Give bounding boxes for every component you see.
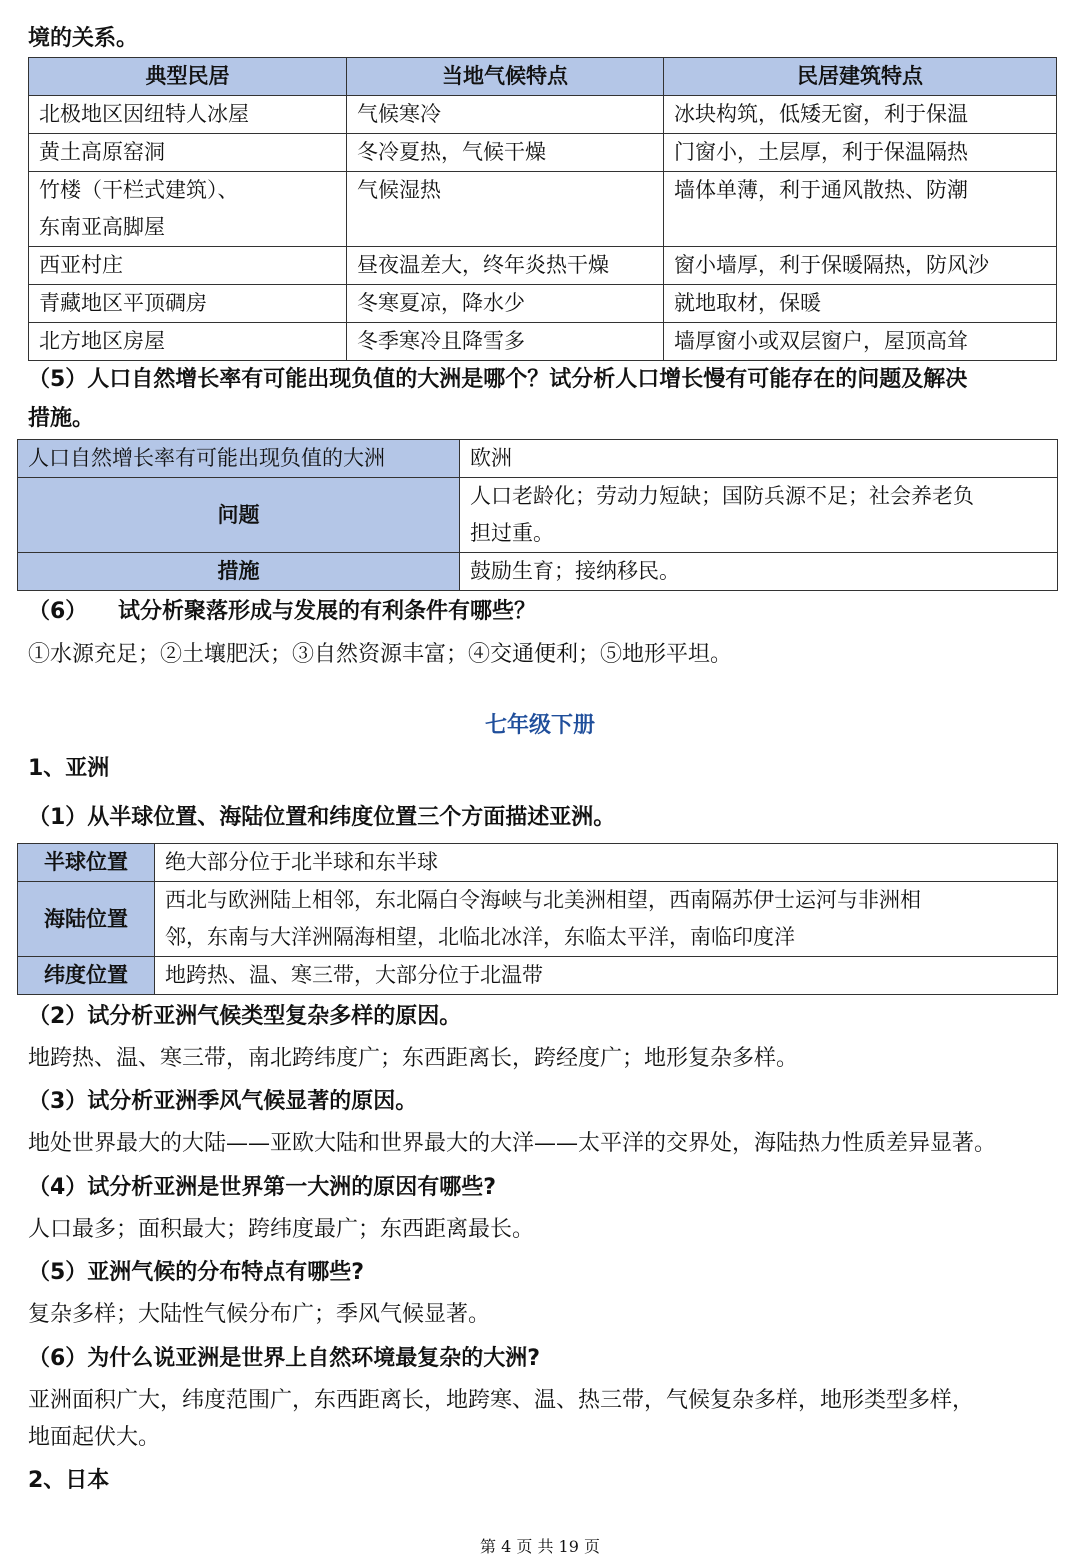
asia-location-table bbox=[17, 843, 1058, 995]
q6-title: （6） 试分析聚落形成与发展的有利条件有哪些？ bbox=[28, 599, 536, 624]
asia-q1: （1）从半球位置、海陆位置和纬度位置三个方面描述亚洲。 bbox=[28, 805, 616, 830]
asia-q3: （3）试分析亚洲季风气候显著的原因。 bbox=[28, 1089, 418, 1114]
cell-climate: 气候湿热 bbox=[347, 172, 664, 247]
cell-dwelling bbox=[29, 172, 347, 247]
table-row bbox=[29, 172, 1057, 247]
asia-a3: 地处世界最大的大陆——亚欧大陆和世界最大的大洋——太平洋的交界处，海陆热力性质差异显著。 bbox=[28, 1131, 997, 1156]
asia-q2: （2）试分析亚洲气候类型复杂多样的原因。 bbox=[28, 1004, 462, 1029]
table-row bbox=[29, 96, 1057, 134]
table-row bbox=[18, 844, 1058, 882]
asia-a2: 地跨热、温、寒三带，南北跨纬度广；东西距离长，跨经度广；地形复杂多样。 bbox=[28, 1046, 799, 1071]
cell-features: 墙厚窗小或双层窗户，屋顶高耸 bbox=[664, 323, 1057, 361]
page-footer bbox=[0, 1534, 1080, 1557]
cell-climate: 冬寒夏凉，降水少 bbox=[347, 285, 664, 323]
footer-total-pages: 19 bbox=[558, 1537, 579, 1556]
asia-heading: 1、亚洲 bbox=[28, 756, 110, 781]
q6-answer: ①水源充足；②土壤肥沃；③自然资源丰富；④交通便利；⑤地形平坦。 bbox=[28, 642, 733, 667]
table-row bbox=[18, 478, 1058, 553]
cell-dwelling: 青藏地区平顶碉房 bbox=[29, 285, 347, 323]
population-table bbox=[17, 439, 1058, 591]
table-row bbox=[29, 247, 1057, 285]
cell-features: 冰块构筑，低矮无窗，利于保温 bbox=[664, 96, 1057, 134]
q5-line2: 措施。 bbox=[28, 406, 95, 431]
header-features: 民居建筑特点 bbox=[664, 58, 1057, 96]
cell-climate: 气候寒冷 bbox=[347, 96, 664, 134]
value-negative-growth-continent: 欧洲 bbox=[460, 440, 1058, 478]
table-row bbox=[29, 323, 1057, 361]
intro-tail: 境的关系。 bbox=[28, 26, 139, 51]
footer-suffix: 页 bbox=[578, 1537, 600, 1556]
label-negative-growth-continent: 人口自然增长率有可能出现负值的大洲 bbox=[18, 440, 460, 478]
label-hemisphere: 半球位置 bbox=[18, 844, 155, 882]
table-row bbox=[18, 553, 1058, 591]
asia-q5: （5）亚洲气候的分布特点有哪些? bbox=[28, 1260, 365, 1285]
q5-line1: （5）人口自然增长率有可能出现负值的大洲是哪个？试分析人口增长慢有可能存在的问题及解决 bbox=[28, 367, 968, 392]
housing-table bbox=[28, 57, 1057, 361]
cell-features: 窗小墙厚，利于保暖隔热，防风沙 bbox=[664, 247, 1057, 285]
footer-prefix: 第 bbox=[480, 1537, 502, 1556]
asia-q4: （4）试分析亚洲是世界第一大洲的原因有哪些? bbox=[28, 1175, 497, 1200]
cell-dwelling-line1: 竹楼（干栏式建筑）、 bbox=[39, 178, 239, 202]
value-sea-land-line1: 西北与欧洲陆上相邻，东北隔白令海峡与北美洲相望，西南隔苏伊士运河与非洲相 bbox=[165, 888, 921, 912]
table-row bbox=[29, 134, 1057, 172]
value-sea-land-line2: 邻，东南与大洋洲隔海相望，北临北冰洋，东临太平洋，南临印度洋 bbox=[165, 925, 795, 949]
value-problems-line2: 担过重。 bbox=[470, 521, 554, 545]
cell-features: 就地取材，保暖 bbox=[664, 285, 1057, 323]
value-hemisphere: 绝大部分位于北半球和东半球 bbox=[155, 844, 1058, 882]
cell-dwelling: 北极地区因纽特人冰屋 bbox=[29, 96, 347, 134]
japan-heading: 2、日本 bbox=[28, 1468, 110, 1493]
value-problems-line1: 人口老龄化；劳动力短缺；国防兵源不足；社会养老负 bbox=[470, 484, 974, 508]
value-measures: 鼓励生育；接纳移民。 bbox=[460, 553, 1058, 591]
cell-climate: 冬冷夏热，气候干燥 bbox=[347, 134, 664, 172]
label-sea-land: 海陆位置 bbox=[18, 882, 155, 957]
cell-dwelling-line2: 东南亚高脚屋 bbox=[39, 215, 165, 239]
cell-features: 门窗小，土层厚，利于保温隔热 bbox=[664, 134, 1057, 172]
table-row bbox=[18, 882, 1058, 957]
cell-climate: 昼夜温差大，终年炎热干燥 bbox=[347, 247, 664, 285]
value-problems bbox=[460, 478, 1058, 553]
table-row bbox=[18, 440, 1058, 478]
label-measures: 措施 bbox=[18, 553, 460, 591]
value-sea-land bbox=[155, 882, 1058, 957]
label-latitude: 纬度位置 bbox=[18, 957, 155, 995]
footer-page-number: 4 bbox=[501, 1537, 512, 1556]
label-problems: 问题 bbox=[18, 478, 460, 553]
table-row bbox=[18, 957, 1058, 995]
cell-dwelling: 西亚村庄 bbox=[29, 247, 347, 285]
cell-features: 墙体单薄，利于通风散热、防潮 bbox=[664, 172, 1057, 247]
asia-a6-line2: 地面起伏大。 bbox=[28, 1425, 161, 1450]
asia-a4: 人口最多；面积最大；跨纬度最广；东西距离最长。 bbox=[28, 1217, 535, 1242]
table-row bbox=[29, 285, 1057, 323]
header-climate: 当地气候特点 bbox=[347, 58, 664, 96]
section-title: 七年级下册 bbox=[484, 713, 595, 738]
cell-climate: 冬季寒冷且降雪多 bbox=[347, 323, 664, 361]
cell-dwelling: 北方地区房屋 bbox=[29, 323, 347, 361]
header-dwelling: 典型民居 bbox=[29, 58, 347, 96]
footer-middle: 页 共 bbox=[511, 1537, 559, 1556]
asia-a6-line1: 亚洲面积广大，纬度范围广，东西距离长，地跨寒、温、热三带，气候复杂多样，地形类型多样， bbox=[28, 1388, 975, 1413]
asia-a5: 复杂多样；大陆性气候分布广；季风气候显著。 bbox=[28, 1302, 491, 1327]
housing-table-header bbox=[29, 58, 1057, 96]
cell-dwelling: 黄土高原窑洞 bbox=[29, 134, 347, 172]
value-latitude: 地跨热、温、寒三带，大部分位于北温带 bbox=[155, 957, 1058, 995]
asia-q6: （6）为什么说亚洲是世界上自然环境最复杂的大洲? bbox=[28, 1346, 541, 1371]
